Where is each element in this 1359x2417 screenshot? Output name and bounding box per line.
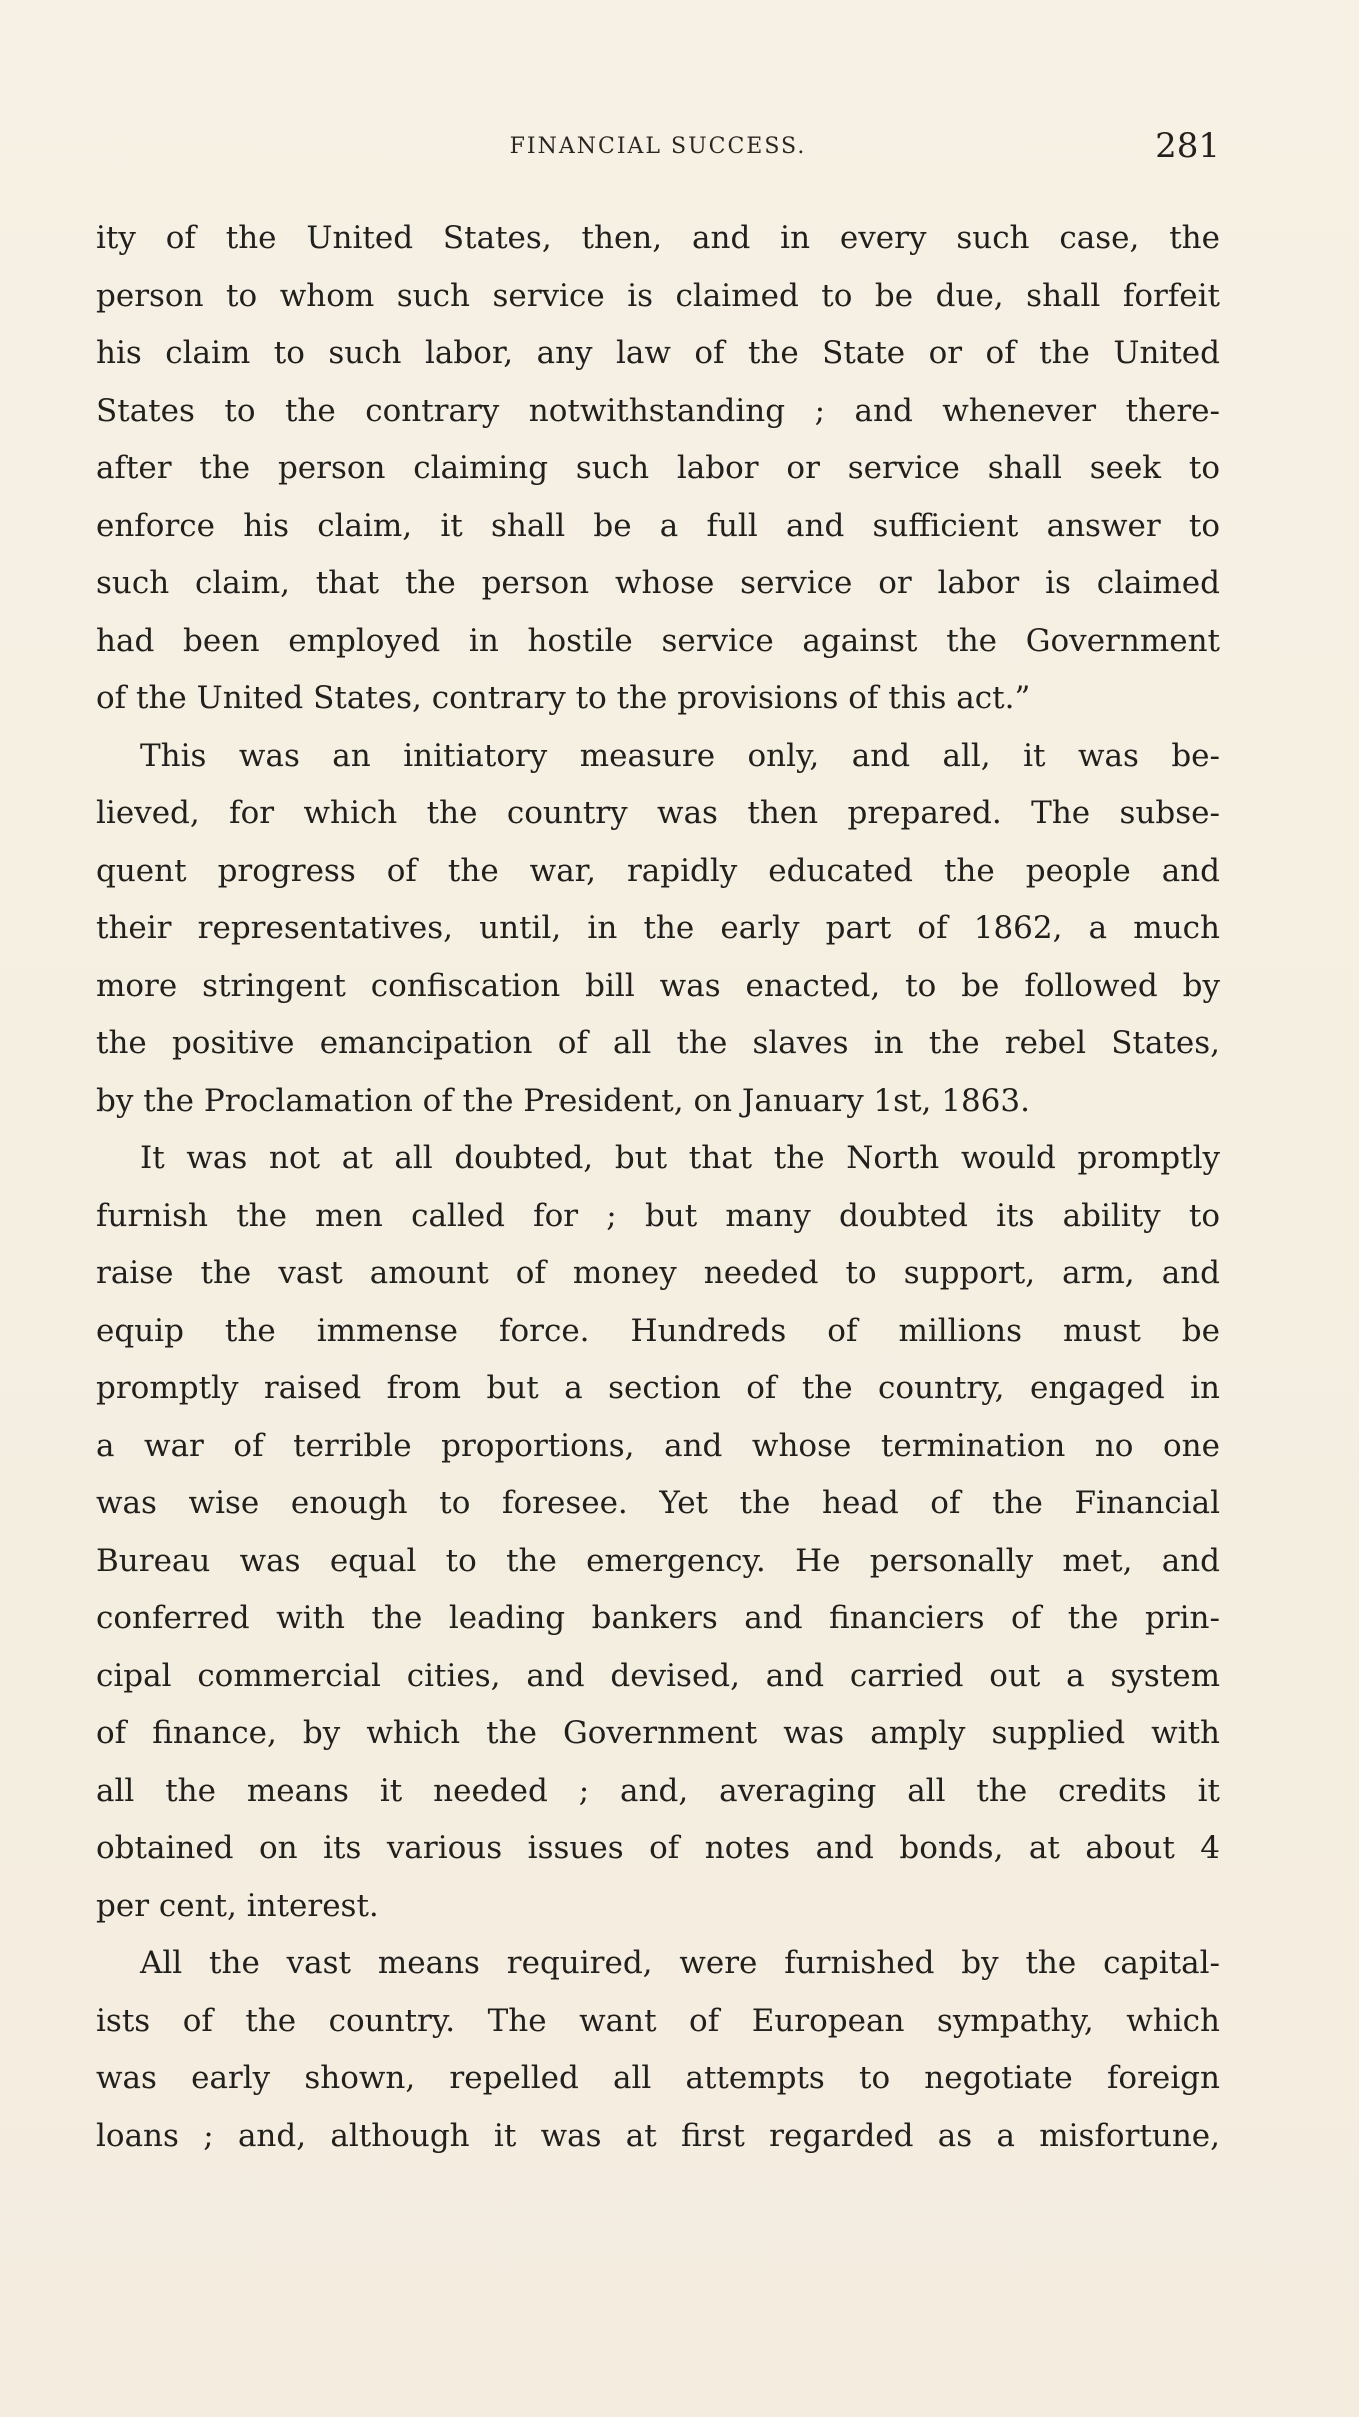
text-line: It was not at all doubted, but that the North would promptly [140,1140,1220,1176]
text-line: all the means it needed ; and, averaging all the credits it [96,1772,1220,1809]
text-line: cipal commercial cities, and devised, and carried out a system [96,1657,1220,1694]
text-line: person to whom such service is claimed to be due, shall forfeit [96,277,1220,314]
text-line: after the person claiming such labor or service shall seek to [96,450,1220,486]
running-head: FINANCIAL SUCCESS. [509,134,807,159]
text-line: had been employed in hostile service against the Government [96,622,1220,659]
text-line: Bureau was equal to the emergency. He personally met, and [96,1542,1220,1579]
text-line: promptly raised from but a section of the country, engaged in [96,1370,1220,1406]
text-line: quent progress of the war, rapidly educated the people and [96,852,1220,889]
text-line: ists of the country. The want of European sympathy, which [96,2002,1220,2039]
text-line: of the United States, contrary to the provisions of this act.” [96,680,1031,716]
page-header [96,120,1220,180]
text-line: lieved, for which the country was then prepared. The subse- [96,795,1220,831]
text-line: equip the immense force. Hundreds of millions must be [96,1312,1220,1349]
text-line: their representatives, until, in the early part of 1862, a much [96,910,1220,946]
text-line: his claim to such labor, any law of the State or of the United [96,335,1220,371]
body-text [96,210,1220,2165]
text-line: furnish the men called for ; but many doubted its ability to [96,1197,1220,1234]
text-line: conferred with the leading bankers and financiers of the prin- [96,1600,1220,1636]
text-line: was wise enough to foresee. Yet the head of the Financial [96,1485,1220,1521]
page-number: 281 [1155,126,1220,166]
text-line: States to the contrary notwithstanding ; and whenever there- [96,392,1220,429]
text-line: ity of the United States, then, and in every such case, the [96,220,1220,256]
text-line: All the vast means required, were furnished by the capital- [140,1945,1220,1981]
text-line: raise the vast amount of money needed to support, arm, and [96,1255,1220,1291]
text-line: of finance, by which the Government was amply supplied with [96,1715,1220,1751]
text-line: such claim, that the person whose service or labor is claimed [96,565,1220,601]
text-line: obtained on its various issues of notes and bonds, at about 4 [96,1830,1220,1866]
text-line: a war of terrible proportions, and whose termination no one [96,1427,1220,1464]
text-line: more stringent confiscation bill was enacted, to be followed by [96,967,1220,1004]
text-line: was early shown, repelled all attempts to negotiate foreign [96,2060,1220,2096]
text-line: enforce his claim, it shall be a full and sufficient answer to [96,507,1220,544]
text-line: per cent, interest. [96,1887,379,1924]
text-line: the positive emancipation of all the slaves in the rebel States, [96,1025,1220,1061]
text-line: This was an initiatory measure only, and all, it was be- [140,737,1220,774]
text-line: by the Proclamation of the President, on January 1st, 1863. [96,1082,1030,1119]
text-line: loans ; and, although it was at first regarded as a misfortune, [96,2117,1220,2154]
